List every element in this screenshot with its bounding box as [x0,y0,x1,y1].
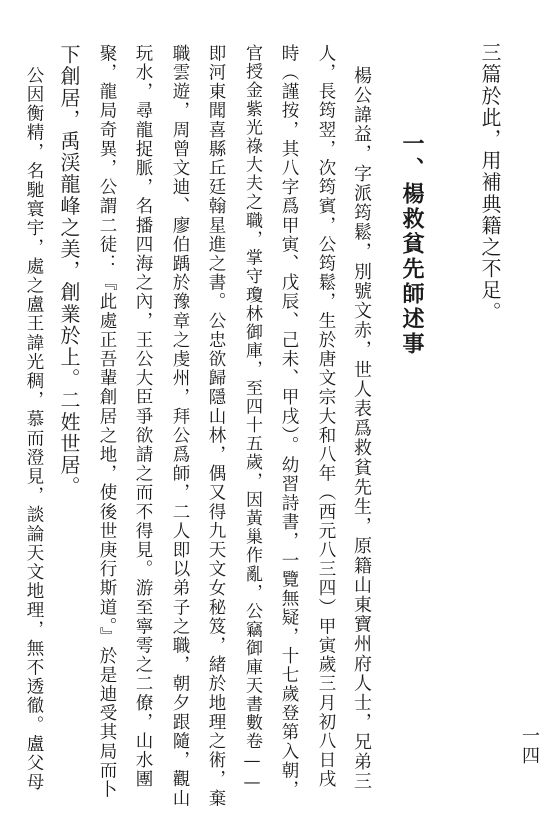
body-line-9: 下創居，禹渓龍峰之美，創業於上。二姓世居。 [57,44,81,498]
text-line-intro-ending: 三篇於此，用補典籍之不足。 [478,42,502,323]
body-line-1: 楊公諱益，字派筠鬆，別號文赤，世人表爲救貧先生，原籍山東寶州府人士，兄弟三 [351,66,372,792]
section-heading: 一、楊救貧先師述事 [399,132,424,357]
page-number: 一四 [519,726,540,766]
body-line-2: 人，長筠翌，次筠賓，公筠鬆，生於唐文宗大和八年（西元八三四）甲寅歲三月初八日戌 [316,44,336,789]
body-line-4: 官授金紫光祿大夫之職，掌守瓊林御庫，至四十五歲，因黃巢作亂，公竊御庫天書數卷—— [242,44,262,794]
body-line-8: 聚，龍局奇異，公謂二徒：『此處正吾輩創居之地，使後世庚行斯道。』於是迪受其局而卜 [97,44,117,800]
body-line-7: 玩水，尋龍捉脈，名播四海之內，王公大臣爭欲請之而不得見。游至寧雩之二僚，山水團 [133,44,153,789]
body-line-3: 時（謹按，其八字爲甲寅、戊辰、己未、甲戌）。幼習詩書，一覽無疑，十七歲登第入朝， [279,44,299,800]
body-line-5: 即河東聞喜縣丘廷翰星進之書。公忠欲歸隱山林，偶又得九天文女秘笈，緒於地理之術，棄 [206,44,226,808]
body-line-10: 公因衡精，名馳寰宇，處之盧王諱光稠，慕而澄見，談論天文地理，無不透徹。盧父母 [24,66,44,792]
body-line-6: 職雲遊，周曾文迪、廖伯踽於豫章之虔州，拜公爲師，二人即以弟子之職，朝夕跟隨，觀山 [170,44,190,808]
